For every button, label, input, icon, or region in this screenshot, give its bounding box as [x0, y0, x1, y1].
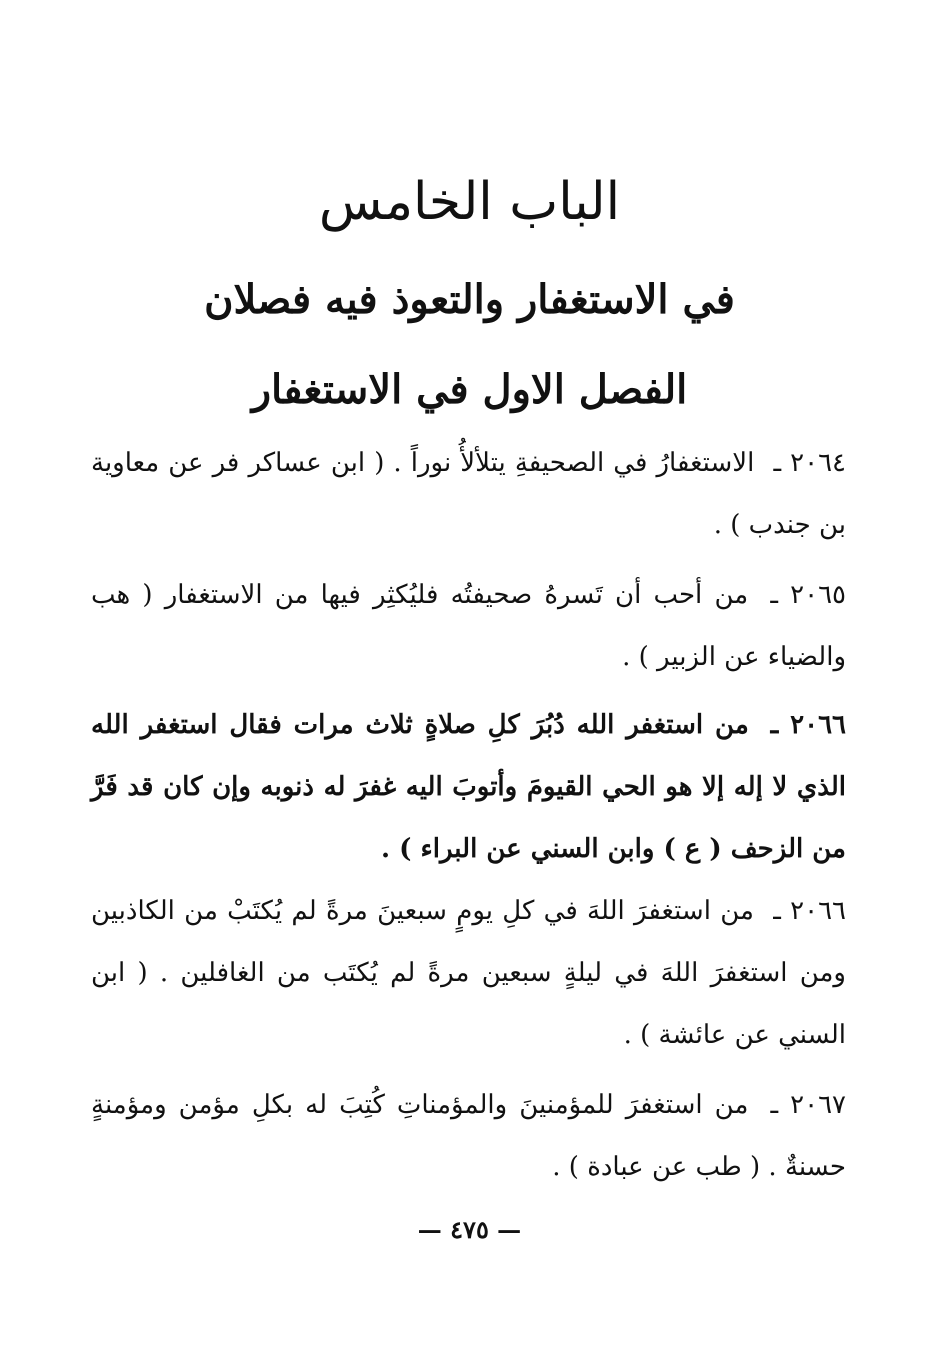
hadith-entry-2066-bold — [91, 694, 846, 880]
hadith-entry-2065 — [91, 564, 846, 688]
entry-text: الاستغفارُ في الصحيفةِ يتلألأُ نوراً . ( ابن عساكر فر عن معاوية بن جندب ) . — [91, 448, 846, 540]
entry-number: ٢٠٦٧ ـ — [770, 1090, 847, 1120]
entry-number: ٢٠٦٥ ـ — [770, 580, 846, 610]
chapter-subtitle: في الاستغفار والتعوذ فيه فصلان — [204, 276, 735, 323]
entry-text: من استغفر الله دُبُرَ كلِ صلاةٍ ثلاث مرات فقال استغفر الله الذي لا إله إلا هو الحي القيومَ وأتوبَ اليه غفرَ له ذنوبه وإن كان قد فَرَّ من الزحف ( ع ) وابن السني عن البراء ) . — [91, 710, 846, 864]
entry-number: ٢٠٦٦ ـ — [770, 710, 846, 740]
hadith-entry-2066 — [91, 880, 846, 1066]
chapter-title: الباب الخامس — [318, 172, 621, 232]
entry-number: ٢٠٦٦ ـ — [773, 896, 847, 926]
section-title: الفصل الاول في الاستغفار — [251, 366, 688, 413]
hadith-entry-2064 — [91, 432, 846, 556]
entry-text: من أحب أن تَسرهُ صحيفتُه فليُكثِر فيها من الاستغفار ( هب والضياء عن الزبير ) . — [91, 580, 846, 672]
page-number: — ٤٧٥ — — [417, 1215, 522, 1244]
entry-text: من استغفرَ للمؤمنينَ والمؤمناتِ كُتِبَ له بكلِ مؤمن ومؤمنةٍ حسنةٌ . ( طب عن عبادة ) . — [91, 1090, 846, 1182]
entry-text: من استغفرَ اللهَ في كلِ يومٍ سبعينَ مرةً لم يُكتَبْ من الكاذبين ومن استغفرَ اللهَ في ليلةٍ سبعين مرةً لم يُكتَب من الغافلين . ( ابن السني عن عائشة ) . — [91, 896, 846, 1050]
hadith-entry-2067 — [91, 1074, 846, 1198]
entry-number: ٢٠٦٤ ـ — [773, 448, 847, 478]
